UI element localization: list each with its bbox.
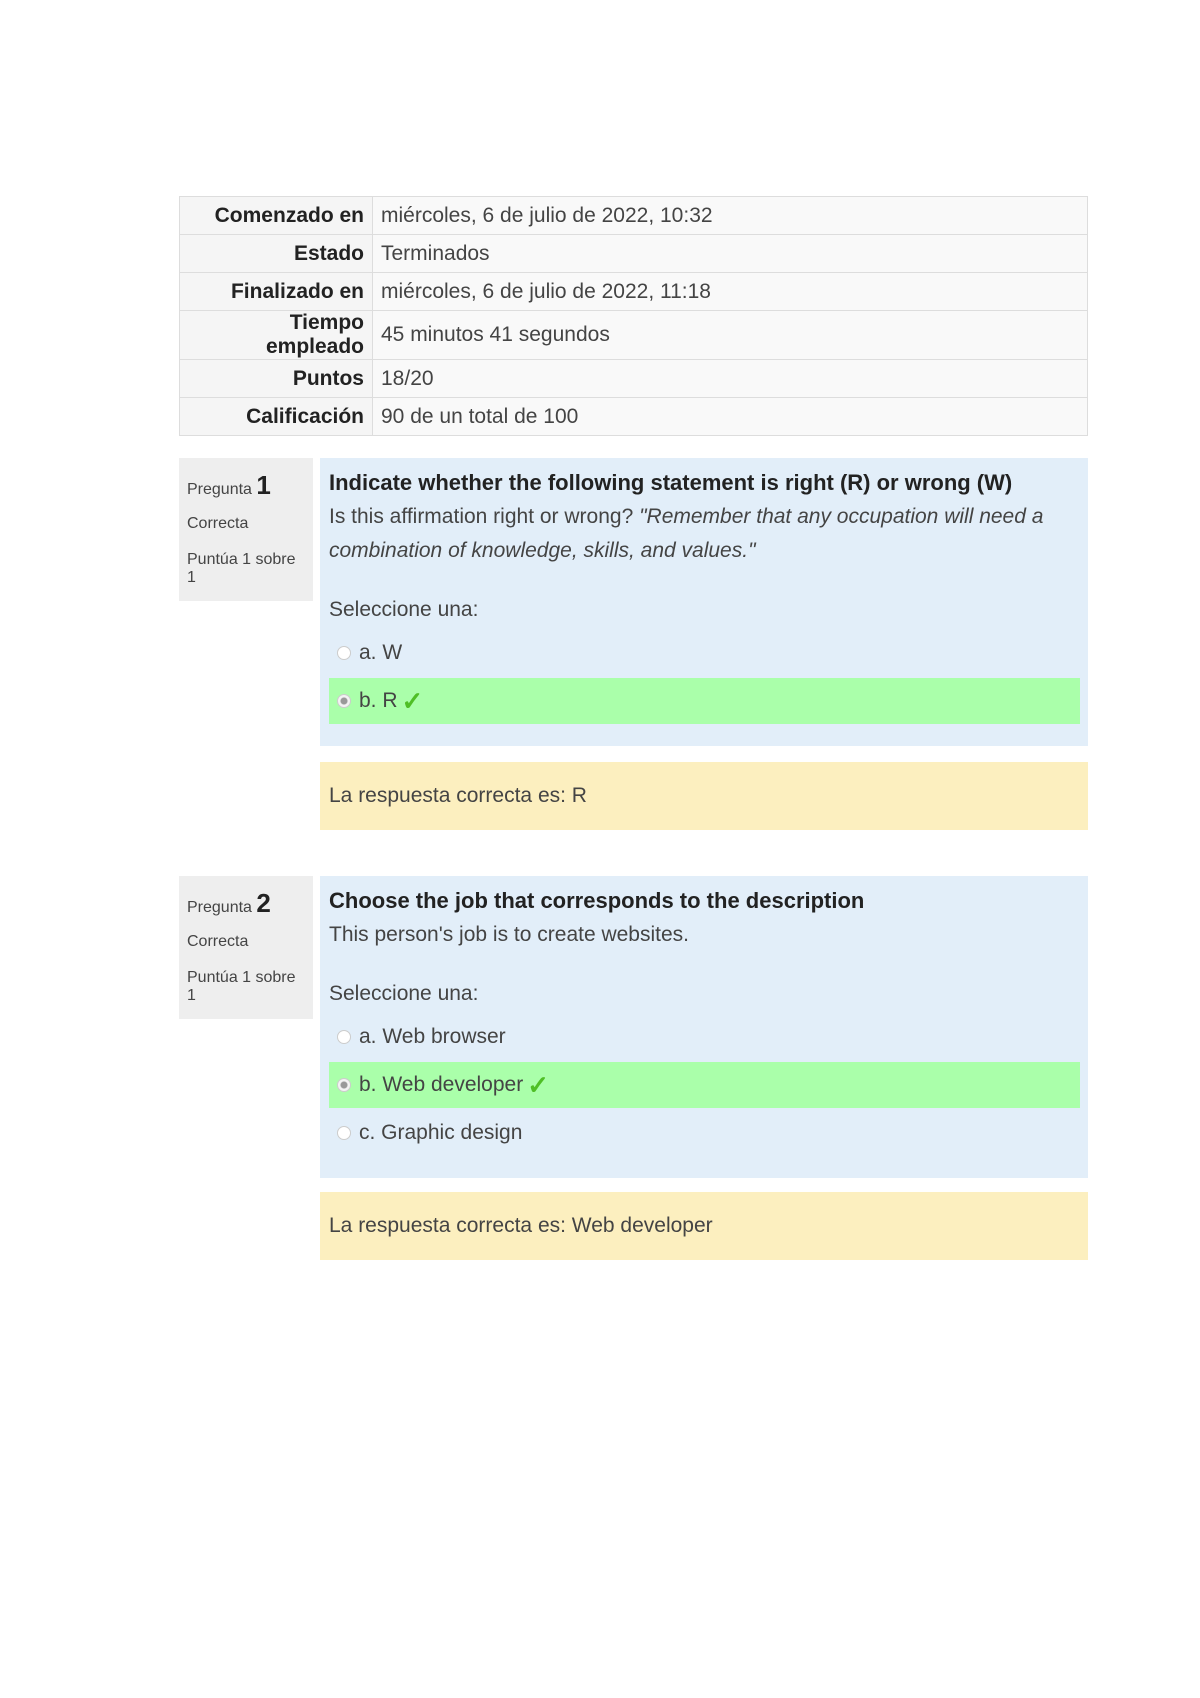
summary-value: Terminados bbox=[373, 235, 1088, 273]
question-text bbox=[329, 500, 1080, 568]
question-number: 2 bbox=[256, 888, 271, 918]
question-info bbox=[179, 876, 313, 1019]
summary-label: Calificación bbox=[180, 398, 373, 436]
question-label: Pregunta bbox=[187, 481, 252, 498]
summary-value: miércoles, 6 de julio de 2022, 10:32 bbox=[373, 197, 1088, 235]
summary-value: 90 de un total de 100 bbox=[373, 398, 1088, 436]
summary-row-started bbox=[180, 197, 1088, 235]
question-grade: Puntúa 1 sobre 1 bbox=[187, 969, 296, 1004]
question-grade: Puntúa 1 sobre 1 bbox=[187, 551, 296, 586]
summary-label: Finalizado en bbox=[180, 273, 373, 311]
question-number: 1 bbox=[256, 470, 271, 500]
correct-answer-feedback: La respuesta correcta es: R bbox=[320, 762, 1088, 830]
question-text-plain: Is this affirmation right or wrong? bbox=[329, 505, 640, 528]
answer-option-a[interactable] bbox=[329, 1014, 1080, 1060]
question-number-line bbox=[187, 470, 305, 501]
checkmark-icon: ✓ bbox=[527, 1069, 550, 1100]
question-title: Choose the job that corresponds to the description bbox=[329, 888, 865, 913]
answer-option-b[interactable] bbox=[329, 678, 1080, 724]
question-info bbox=[179, 458, 313, 601]
summary-row-state bbox=[180, 235, 1088, 273]
question-formulation bbox=[320, 876, 1088, 1178]
question-text-italic: "Remember that any occupation will need a combination of knowledge, skills, and values." bbox=[329, 505, 1044, 562]
answer-option-label: a. W bbox=[359, 641, 403, 664]
question-title: Indicate whether the following statement is right (R) or wrong (W) bbox=[329, 470, 1013, 495]
summary-label: Estado bbox=[180, 235, 373, 273]
summary-row-finished bbox=[180, 273, 1088, 311]
answer-option-label: b. Web developer bbox=[359, 1073, 524, 1096]
correct-answer-feedback: La respuesta correcta es: Web developer bbox=[320, 1192, 1088, 1260]
summary-row-grade bbox=[180, 398, 1088, 436]
answer-prompt: Seleccione una: bbox=[329, 982, 479, 1005]
summary-row-time-taken bbox=[180, 311, 1088, 360]
answer-option-c[interactable] bbox=[329, 1110, 1080, 1156]
question-state: Correcta bbox=[187, 933, 249, 950]
answer-option-a[interactable] bbox=[329, 630, 1080, 676]
question-text: This person's job is to create websites. bbox=[329, 923, 690, 946]
answer-option-label: c. Graphic design bbox=[359, 1121, 523, 1144]
answer-option-label: b. R bbox=[359, 689, 398, 712]
summary-row-marks bbox=[180, 360, 1088, 398]
question-number-line bbox=[187, 888, 305, 919]
summary-value: 45 minutos 41 segundos bbox=[373, 311, 1088, 360]
answer-prompt: Seleccione una: bbox=[329, 598, 479, 621]
question-state: Correcta bbox=[187, 515, 249, 532]
question-label: Pregunta bbox=[187, 899, 252, 916]
answer-option-label: a. Web browser bbox=[359, 1025, 506, 1048]
answer-option-b[interactable] bbox=[329, 1062, 1080, 1108]
radio-button[interactable] bbox=[337, 646, 351, 660]
checkmark-icon: ✓ bbox=[401, 685, 424, 716]
summary-label: Tiempo empleado bbox=[180, 311, 373, 360]
radio-button-checked[interactable] bbox=[337, 694, 351, 708]
radio-button[interactable] bbox=[337, 1030, 351, 1044]
summary-label: Puntos bbox=[180, 360, 373, 398]
summary-value: miércoles, 6 de julio de 2022, 11:18 bbox=[373, 273, 1088, 311]
summary-value: 18/20 bbox=[373, 360, 1088, 398]
radio-button[interactable] bbox=[337, 1126, 351, 1140]
attempt-summary-table bbox=[179, 196, 1088, 436]
radio-button-checked[interactable] bbox=[337, 1078, 351, 1092]
summary-label: Comenzado en bbox=[180, 197, 373, 235]
question-formulation bbox=[320, 458, 1088, 746]
